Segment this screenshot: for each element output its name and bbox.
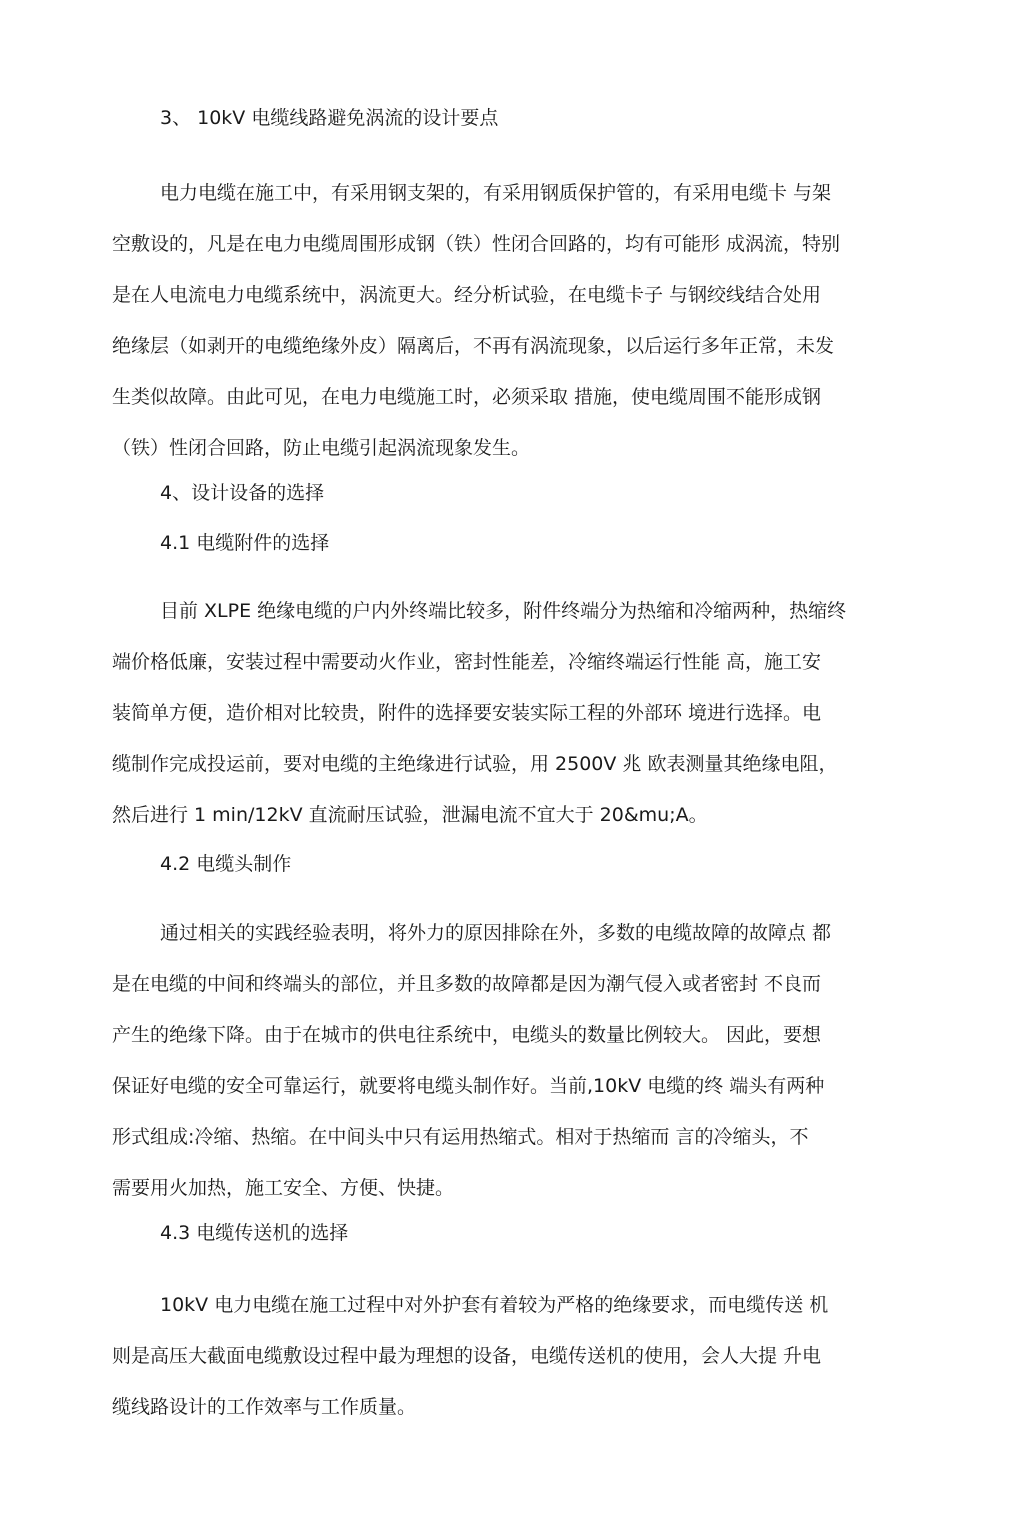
section-3-heading: 3、 10kV 电缆线路避免涡流的设计要点 xyxy=(160,107,499,129)
paragraph-line: 端价格低廉，安装过程中需要动火作业，密封性能差，冷缩终端运行性能 高，施工安 xyxy=(112,651,822,673)
paragraph-line: 是在电缆的中间和终端头的部位，并且多数的故障都是因为潮气侵入或者密封 不良而 xyxy=(112,973,822,995)
paragraph-line: 装简单方便，造价相对比较贵，附件的选择要安装实际工程的外部环 境进行选择。电 xyxy=(112,702,822,724)
paragraph-line: 生类似故障。由此可见，在电力电缆施工时，必须采取 措施，使电缆周围不能形成钢 xyxy=(112,386,822,408)
paragraph-line: 需要用火加热，施工安全、方便、快捷。 xyxy=(112,1177,455,1199)
paragraph-line: 电力电缆在施工中，有采用钢支架的，有采用钢质保护管的，有采用电缆卡 与架 xyxy=(160,182,832,204)
paragraph-line: 保证好电缆的安全可靠运行，就要将电缆头制作好。当前,10kV 电缆的终 端头有两种 xyxy=(112,1075,825,1097)
paragraph-line: 形式组成:冷缩、热缩。在中间头中只有运用热缩式。相对于热缩而 言的冷缩头，不 xyxy=(112,1126,809,1148)
paragraph-line: 缆制作完成投运前，要对电缆的主绝缘进行试验，用 2500V 兆 欧表测量其绝缘电阻， xyxy=(112,753,838,775)
paragraph-line: 10kV 电力电缆在施工过程中对外护套有着较为严格的绝缘要求，而电缆传送 机 xyxy=(160,1294,829,1316)
paragraph-line: 产生的绝缘下降。由于在城市的供电往系统中，电缆头的数量比例较大。 因此，要想 xyxy=(112,1024,822,1046)
section-3-paragraph xyxy=(112,168,912,474)
paragraph-line: 目前 XLPE 绝缘电缆的户内外终端比较多，附件终端分为热缩和冷缩两种，热缩终 xyxy=(160,600,847,622)
paragraph-line: 缆线路设计的工作效率与工作质量。 xyxy=(112,1396,417,1418)
section-4-2-heading: 4.2 电缆头制作 xyxy=(160,853,292,875)
paragraph-line: （铁）性闭合回路，防止电缆引起涡流现象发生。 xyxy=(112,437,531,459)
paragraph-line: 是在人电流电力电缆系统中，涡流更大。经分析试验，在电缆卡子 与钢绞线结合处用 xyxy=(112,284,822,306)
section-4-2-paragraph xyxy=(112,908,912,1214)
section-4-1-paragraph xyxy=(112,586,912,841)
section-4-3-heading: 4.3 电缆传送机的选择 xyxy=(160,1222,349,1244)
paragraph-line: 绝缘层（如剥开的电缆绝缘外皮）隔离后，不再有涡流现象，以后运行多年正常，未发 xyxy=(112,335,835,357)
paragraph-line: 然后进行 1 min/12kV 直流耐压试验，泄漏电流不宜大于 20&mu;A。 xyxy=(112,804,708,826)
paragraph-line: 通过相关的实践经验表明，将外力的原因排除在外，多数的电缆故障的故障点 都 xyxy=(160,922,832,944)
section-4-heading: 4、设计设备的选择 xyxy=(160,482,325,504)
section-4-3-paragraph xyxy=(112,1280,912,1433)
paragraph-line: 则是高压大截面电缆敷设过程中最为理想的设备，电缆传送机的使用，会人大提 升电 xyxy=(112,1345,822,1367)
paragraph-line: 空敷设的，凡是在电力电缆周围形成钢（铁）性闭合回路的，均有可能形 成涡流，特别 xyxy=(112,233,841,255)
section-4-1-heading: 4.1 电缆附件的选择 xyxy=(160,532,330,554)
